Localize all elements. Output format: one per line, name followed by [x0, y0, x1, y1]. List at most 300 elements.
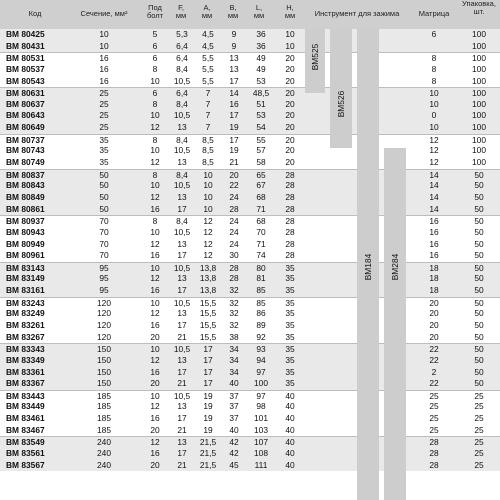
cell-l: 80	[256, 262, 266, 273]
cell-matrix: 10	[429, 98, 439, 109]
cell-pack: 50	[474, 169, 484, 180]
cell-code: BM 80431	[6, 40, 45, 51]
cell-code: BM 80631	[6, 88, 45, 99]
cell-b: 32	[229, 320, 239, 330]
cell-l: 97	[256, 390, 266, 401]
cell-matrix: 14	[429, 191, 439, 202]
cell-section: 50	[99, 191, 109, 202]
cell-pack: 25	[474, 390, 484, 401]
cell-section: 120	[97, 331, 111, 342]
cell-a: 19	[203, 413, 213, 424]
cell-h: 10	[285, 40, 295, 51]
cell-l: 94	[256, 354, 266, 365]
cell-section: 16	[99, 53, 109, 64]
cell-bolt: 16	[150, 203, 160, 214]
table-row	[0, 367, 500, 379]
cell-l: 74	[256, 250, 266, 261]
table-row	[0, 413, 500, 425]
cell-b: 14	[229, 88, 239, 99]
cell-h: 35	[285, 344, 295, 355]
table-row	[0, 192, 500, 204]
cell-l: 71	[256, 238, 266, 249]
cell-pack: 50	[474, 226, 484, 237]
cell-a: 5,5	[202, 75, 214, 86]
cell-f: 10,5	[173, 75, 191, 86]
cell-section: 35	[99, 134, 109, 145]
cell-matrix: 22	[429, 344, 439, 355]
cell-bolt: 8	[152, 134, 158, 145]
cell-l: 93	[256, 344, 266, 355]
cell-a: 7	[205, 98, 211, 109]
cell-matrix: 20	[429, 308, 439, 319]
cell-section: 120	[97, 297, 111, 308]
cell-section: 150	[97, 378, 111, 389]
header-l: L, мм	[253, 3, 265, 20]
cell-f: 10,5	[173, 110, 191, 121]
cell-code: BM 83461	[6, 413, 45, 424]
cell-a: 12	[203, 250, 213, 261]
cell-l: 49	[256, 53, 266, 64]
cell-a: 8,5	[202, 145, 214, 156]
cell-pack: 50	[474, 191, 484, 202]
cell-bolt: 12	[150, 191, 160, 202]
cell-l: 85	[256, 285, 266, 296]
cell-h: 40	[285, 424, 295, 435]
cell-pack: 100	[472, 63, 486, 74]
cell-section: 35	[99, 157, 109, 168]
table-row	[0, 52, 500, 64]
cell-bolt: 12	[150, 122, 160, 133]
cell-section: 185	[97, 424, 111, 435]
cell-f: 8,4	[176, 98, 188, 109]
cell-matrix: 25	[429, 401, 439, 412]
cell-a: 10	[203, 203, 213, 214]
cell-h: 20	[285, 145, 295, 156]
cell-matrix: 25	[429, 424, 439, 435]
cell-bolt: 10	[150, 262, 160, 273]
cell-f: 21	[177, 424, 187, 435]
cell-pack: 50	[474, 216, 484, 227]
cell-f: 21	[177, 378, 187, 389]
cell-code: BM 80849	[6, 191, 45, 202]
table-row	[0, 87, 500, 99]
cell-bolt: 6	[152, 40, 158, 51]
cell-pack: 50	[474, 308, 484, 319]
cell-h: 20	[285, 134, 295, 145]
cell-code: BM 83343	[6, 344, 45, 355]
cell-a: 21,5	[199, 459, 217, 470]
cell-f: 17	[177, 366, 187, 377]
cell-bolt: 16	[150, 448, 160, 459]
cell-code: BM 83449	[6, 401, 45, 412]
cell-a: 10	[203, 169, 213, 180]
cell-bolt: 6	[152, 53, 158, 64]
cell-matrix: 22	[429, 354, 439, 365]
cell-l: 51	[256, 98, 266, 109]
cell-h: 35	[285, 320, 295, 330]
table-header	[0, 0, 500, 29]
table-row	[0, 134, 500, 146]
cell-bolt: 10	[150, 180, 160, 191]
cell-matrix: 8	[431, 53, 437, 64]
cell-l: 85	[256, 297, 266, 308]
cell-f: 13	[177, 191, 187, 202]
cell-h: 35	[285, 366, 295, 377]
cell-b: 30	[229, 250, 239, 261]
cell-pack: 100	[472, 88, 486, 99]
cell-pack: 100	[472, 29, 486, 39]
cell-code: BM 83267	[6, 331, 45, 342]
cell-pack: 50	[474, 354, 484, 365]
cell-section: 25	[99, 110, 109, 121]
cell-matrix: 18	[429, 273, 439, 284]
cell-f: 13	[177, 401, 187, 412]
cell-h: 20	[285, 53, 295, 64]
cell-b: 32	[229, 308, 239, 319]
cell-bolt: 12	[150, 354, 160, 365]
table-row	[0, 204, 500, 216]
cell-pack: 50	[474, 297, 484, 308]
cell-section: 25	[99, 122, 109, 133]
cell-b: 9	[231, 40, 237, 51]
cell-matrix: 0	[431, 110, 437, 121]
header-f: F, мм	[175, 3, 187, 20]
cell-matrix: 14	[429, 169, 439, 180]
cell-code: BM 80837	[6, 169, 45, 180]
cell-h: 35	[285, 285, 295, 296]
cell-f: 13	[177, 437, 187, 448]
cell-bolt: 10	[150, 297, 160, 308]
cell-l: 92	[256, 331, 266, 342]
cell-b: 19	[229, 145, 239, 156]
cell-bolt: 16	[150, 250, 160, 261]
cell-b: 13	[229, 53, 239, 64]
table-row	[0, 262, 500, 274]
cell-bolt: 20	[150, 331, 160, 342]
cell-f: 8,4	[176, 169, 188, 180]
cell-l: 53	[256, 110, 266, 121]
cell-f: 17	[177, 285, 187, 296]
cell-a: 19	[203, 401, 213, 412]
table-row	[0, 297, 500, 309]
table-row	[0, 99, 500, 111]
cell-matrix: 18	[429, 285, 439, 296]
cell-bolt: 8	[152, 63, 158, 74]
cell-section: 120	[97, 320, 111, 330]
cell-b: 19	[229, 122, 239, 133]
cell-code: BM 83249	[6, 308, 45, 319]
cell-bolt: 5	[152, 29, 158, 39]
table-row	[0, 110, 500, 122]
cell-a: 5,5	[202, 53, 214, 64]
cell-section: 50	[99, 169, 109, 180]
cell-code: BM 83161	[6, 285, 45, 296]
cell-f: 8,4	[176, 134, 188, 145]
cell-bolt: 12	[150, 273, 160, 284]
cell-f: 10,5	[173, 344, 191, 355]
cell-h: 40	[285, 413, 295, 424]
cell-bolt: 20	[150, 378, 160, 389]
cell-f: 10,5	[173, 226, 191, 237]
cell-f: 17	[177, 203, 187, 214]
header-code: Код	[28, 9, 42, 18]
cell-f: 8,4	[176, 216, 188, 227]
cell-bolt: 8	[152, 216, 158, 227]
cell-a: 8,5	[202, 134, 214, 145]
header-section: Сечение, мм²	[80, 9, 128, 18]
table-row	[0, 355, 500, 367]
cell-h: 40	[285, 390, 295, 401]
cell-a: 13,8	[199, 273, 217, 284]
cell-code: BM 83467	[6, 424, 45, 435]
cell-b: 22	[229, 180, 239, 191]
cell-l: 68	[256, 191, 266, 202]
cell-bolt: 16	[150, 413, 160, 424]
cell-f: 10,5	[173, 145, 191, 156]
cell-h: 40	[285, 401, 295, 412]
cell-l: 101	[254, 413, 268, 424]
cell-f: 17	[177, 448, 187, 459]
cell-section: 95	[99, 285, 109, 296]
cell-b: 17	[229, 75, 239, 86]
cell-b: 24	[229, 216, 239, 227]
table-row	[0, 308, 500, 320]
cell-l: 107	[254, 437, 268, 448]
cell-f: 10,5	[173, 390, 191, 401]
cell-a: 17	[203, 344, 213, 355]
cell-f: 6,4	[176, 40, 188, 51]
cell-l: 89	[256, 320, 266, 330]
cell-a: 15,5	[199, 320, 217, 330]
cell-pack: 50	[474, 238, 484, 249]
tool-label-bm526: BM526	[336, 90, 346, 118]
cell-h: 20	[285, 75, 295, 86]
cell-a: 21,5	[199, 448, 217, 459]
cell-b: 9	[231, 29, 237, 39]
cell-pack: 100	[472, 157, 486, 168]
tool-label-bm184: BM184	[363, 253, 373, 281]
cell-a: 4,5	[202, 40, 214, 51]
tool-label-bm525: BM525	[310, 43, 320, 71]
cell-l: 48,5	[252, 88, 270, 99]
cell-h: 35	[285, 308, 295, 319]
cell-section: 70	[99, 238, 109, 249]
cell-b: 37	[229, 390, 239, 401]
cell-f: 17	[177, 320, 187, 330]
cell-f: 13	[177, 157, 187, 168]
cell-section: 35	[99, 145, 109, 156]
cell-a: 17	[203, 378, 213, 389]
cell-bolt: 12	[150, 238, 160, 249]
cell-h: 28	[285, 191, 295, 202]
cell-l: 111	[254, 459, 268, 470]
cell-bolt: 10	[150, 110, 160, 121]
cell-l: 86	[256, 308, 266, 319]
cell-l: 55	[256, 134, 266, 145]
cell-pack: 25	[474, 413, 484, 424]
cell-code: BM 80543	[6, 75, 45, 86]
cell-h: 28	[285, 216, 295, 227]
cell-a: 21,5	[199, 437, 217, 448]
cell-section: 70	[99, 250, 109, 261]
cell-bolt: 8	[152, 169, 158, 180]
cell-a: 15,5	[199, 331, 217, 342]
table-row	[0, 145, 500, 157]
cell-section: 10	[99, 40, 109, 51]
cell-b: 16	[229, 98, 239, 109]
cell-matrix: 18	[429, 262, 439, 273]
table-row	[0, 227, 500, 239]
cell-pack: 50	[474, 262, 484, 273]
cell-h: 40	[285, 437, 295, 448]
cell-h: 28	[285, 203, 295, 214]
tool-band-bm284	[384, 148, 406, 500]
cell-b: 37	[229, 413, 239, 424]
cell-l: 108	[254, 448, 268, 459]
cell-a: 10	[203, 191, 213, 202]
cell-section: 185	[97, 390, 111, 401]
cell-f: 6,4	[176, 88, 188, 99]
cell-h: 40	[285, 448, 295, 459]
cell-bolt: 20	[150, 459, 160, 470]
cell-pack: 50	[474, 378, 484, 389]
cell-f: 10,5	[173, 297, 191, 308]
cell-code: BM 83367	[6, 378, 45, 389]
table-row	[0, 250, 500, 262]
cell-h: 20	[285, 63, 295, 74]
table-row	[0, 273, 500, 285]
cell-section: 70	[99, 226, 109, 237]
table-row	[0, 239, 500, 251]
header-tool: Инструмент для зажима	[314, 9, 400, 18]
table-row	[0, 343, 500, 355]
table-row	[0, 436, 500, 448]
table-row	[0, 41, 500, 53]
cell-pack: 50	[474, 331, 484, 342]
table-row	[0, 332, 500, 344]
cell-matrix: 16	[429, 250, 439, 261]
cell-a: 7	[205, 122, 211, 133]
cell-matrix: 12	[429, 145, 439, 156]
cell-a: 19	[203, 390, 213, 401]
cell-f: 10,5	[173, 262, 191, 273]
cell-b: 28	[229, 203, 239, 214]
cell-pack: 50	[474, 273, 484, 284]
cell-bolt: 12	[150, 157, 160, 168]
cell-matrix: 28	[429, 448, 439, 459]
cell-section: 16	[99, 75, 109, 86]
cell-bolt: 20	[150, 424, 160, 435]
cell-l: 100	[254, 378, 268, 389]
cell-code: BM 80637	[6, 98, 45, 109]
cell-bolt: 16	[150, 285, 160, 296]
cell-code: BM 80843	[6, 180, 45, 191]
cell-matrix: 12	[429, 134, 439, 145]
cell-h: 35	[285, 297, 295, 308]
cell-bolt: 12	[150, 437, 160, 448]
cell-code: BM 80943	[6, 226, 45, 237]
cell-code: BM 80643	[6, 110, 45, 121]
cell-section: 150	[97, 344, 111, 355]
cell-h: 10	[285, 29, 295, 39]
cell-b: 21	[229, 157, 239, 168]
table-row	[0, 320, 500, 332]
cell-l: 53	[256, 75, 266, 86]
cell-f: 13	[177, 122, 187, 133]
cell-h: 35	[285, 331, 295, 342]
cell-matrix: 28	[429, 459, 439, 470]
cell-matrix: 8	[431, 75, 437, 86]
cell-bolt: 10	[150, 75, 160, 86]
cell-f: 17	[177, 250, 187, 261]
cell-l: 36	[256, 40, 266, 51]
cell-a: 7	[205, 110, 211, 121]
cell-matrix: 28	[429, 437, 439, 448]
cell-matrix: 20	[429, 297, 439, 308]
cell-matrix: 10	[429, 122, 439, 133]
cell-a: 13,8	[199, 285, 217, 296]
header-pack: Упаковка, шт.	[462, 0, 496, 16]
cell-f: 13	[177, 238, 187, 249]
cell-pack: 50	[474, 366, 484, 377]
header-a: A, мм	[201, 3, 213, 20]
cell-bolt: 10	[150, 344, 160, 355]
cell-section: 95	[99, 273, 109, 284]
cell-l: 49	[256, 63, 266, 74]
cell-code: BM 80737	[6, 134, 45, 145]
cell-matrix: 14	[429, 180, 439, 191]
cell-a: 12	[203, 216, 213, 227]
cell-b: 24	[229, 238, 239, 249]
cell-b: 34	[229, 366, 239, 377]
cell-matrix: 25	[429, 390, 439, 401]
cell-b: 32	[229, 285, 239, 296]
table-row	[0, 64, 500, 76]
cell-code: BM 80537	[6, 63, 45, 74]
cell-matrix: 20	[429, 331, 439, 342]
tool-label-bm284: BM284	[390, 253, 400, 281]
cell-section: 50	[99, 203, 109, 214]
cell-bolt: 10	[150, 226, 160, 237]
cell-b: 42	[229, 437, 239, 448]
cell-h: 28	[285, 226, 295, 237]
cell-bolt: 12	[150, 308, 160, 319]
table-row	[0, 285, 500, 297]
cell-l: 36	[256, 29, 266, 39]
cell-a: 7	[205, 88, 211, 99]
cell-section: 16	[99, 63, 109, 74]
cell-matrix: 6	[431, 29, 437, 39]
cell-b: 40	[229, 424, 239, 435]
table-row	[0, 378, 500, 390]
cell-matrix: 16	[429, 216, 439, 227]
cell-section: 10	[99, 29, 109, 39]
cell-a: 12	[203, 226, 213, 237]
cell-h: 28	[285, 180, 295, 191]
cell-b: 40	[229, 378, 239, 389]
cell-pack: 25	[474, 424, 484, 435]
cell-h: 40	[285, 459, 295, 470]
cell-a: 17	[203, 366, 213, 377]
cell-h: 35	[285, 378, 295, 389]
cell-a: 15,5	[199, 308, 217, 319]
cell-b: 34	[229, 354, 239, 365]
cell-matrix: 25	[429, 413, 439, 424]
cell-pack: 50	[474, 320, 484, 330]
cell-code: BM 80937	[6, 216, 45, 227]
cell-l: 98	[256, 401, 266, 412]
cell-f: 10,5	[173, 180, 191, 191]
